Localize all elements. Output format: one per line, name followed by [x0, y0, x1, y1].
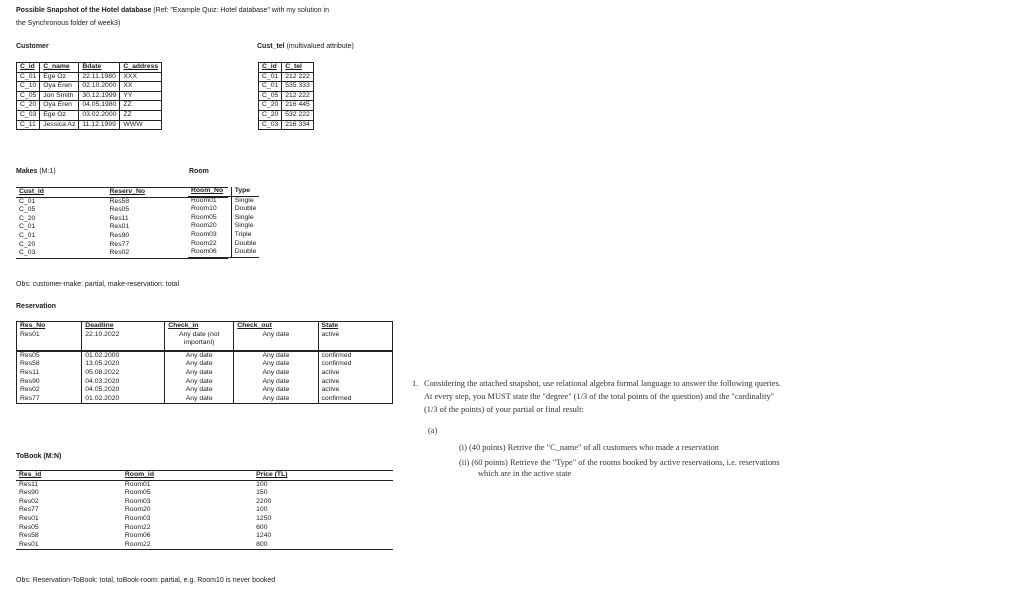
- question-line-1: Considering the attached snapshot, use relational algebra formal language to answer the following queries.: [424, 379, 781, 388]
- table-cell: Res01: [19, 540, 39, 548]
- table-cell: Room03: [124, 514, 151, 522]
- table-cell: Room01: [191, 196, 217, 204]
- column-header: Res_No: [20, 322, 46, 329]
- table-cell: Any date: [234, 378, 318, 387]
- table-row: [259, 82, 314, 92]
- title-ref: (Ref: "Example Quiz: Hotel database" with my solution in: [151, 7, 330, 14]
- tobook-label: ToBook (M:N): [16, 453, 62, 460]
- table-row: [17, 91, 162, 101]
- table-row: [188, 240, 259, 249]
- table-cell: Res02: [19, 497, 39, 505]
- column-header: Cust_id: [16, 188, 107, 198]
- table-row: [17, 110, 162, 120]
- table-row: [16, 541, 393, 550]
- table-cell: Any date: [234, 331, 318, 351]
- header-row: [16, 471, 393, 481]
- table-row: [17, 120, 162, 130]
- table-row: [188, 248, 259, 257]
- table-cell: active: [318, 369, 392, 378]
- table-row: [16, 532, 393, 541]
- column-header: Price (TL): [253, 471, 393, 481]
- table-row: [17, 72, 162, 82]
- table-cell: Room10: [191, 205, 217, 213]
- table-cell: 22.10.2022: [82, 331, 165, 351]
- header-row: [17, 63, 162, 73]
- question-line-2: At every step, you MUST state the "degree" (1/3 of the total points of the question) and the "cardinality": [424, 392, 775, 401]
- column-header: Type: [231, 187, 259, 196]
- table-cell: Room03: [191, 230, 217, 238]
- table-cell: 05.08.2022: [82, 369, 165, 378]
- table-cell: 11.12.1999: [79, 120, 120, 130]
- table-cell: Res90: [20, 377, 40, 385]
- table-cell: 01.02.2000: [82, 351, 165, 361]
- table-cell: 600: [256, 523, 268, 531]
- question-line-3: (1/3 of the points) of your partial or final result:: [424, 405, 584, 414]
- table-cell: C_05: [259, 91, 282, 101]
- column-header: C_name: [40, 63, 79, 73]
- table-cell: 2200: [256, 497, 272, 505]
- table-cell: Room05: [124, 489, 151, 497]
- table-cell: Res05: [19, 523, 39, 531]
- column-header: Res_id: [16, 471, 122, 481]
- table-cell: C_20: [259, 110, 282, 120]
- table-row: [17, 101, 162, 111]
- table-row: [17, 82, 162, 92]
- column-header: C_id: [259, 63, 282, 73]
- table-cell: Any date: [234, 360, 318, 369]
- table-cell: C_11: [17, 120, 40, 130]
- cust-tel-title: Cust_tel: [257, 43, 285, 50]
- table-cell: Any date: [234, 369, 318, 378]
- table-cell: Res02: [20, 386, 40, 394]
- table-row: [259, 110, 314, 120]
- table-cell: Res58: [20, 360, 40, 368]
- table-cell: C_20: [17, 101, 40, 111]
- column-header: C_address: [120, 63, 162, 73]
- table-cell: Single: [231, 222, 259, 231]
- table-cell: Double: [231, 205, 259, 214]
- table-cell: 22.11.1980: [79, 72, 120, 82]
- table-row: [17, 351, 393, 361]
- table-cell: Double: [231, 240, 259, 249]
- table-cell: 535 333: [282, 82, 314, 92]
- table-cell: Res05: [109, 206, 130, 214]
- table-cell: Room20: [124, 506, 151, 514]
- table-cell: Room06: [124, 532, 151, 540]
- makes-title: Makes: [16, 168, 38, 175]
- table-cell: C_20: [19, 214, 36, 222]
- table-cell: 800: [256, 540, 268, 548]
- table-cell: C_20: [259, 101, 282, 111]
- table-cell: Res11: [20, 368, 40, 376]
- table-cell: 1250: [256, 514, 272, 522]
- table-cell: C_03: [19, 249, 36, 257]
- table-cell: C_01: [259, 82, 282, 92]
- table-cell: Room06: [191, 248, 217, 256]
- table-cell: active: [318, 386, 392, 395]
- table-cell: Res01: [19, 514, 39, 522]
- table-cell: Any date: [234, 395, 318, 404]
- table-cell: confirmed: [318, 395, 392, 404]
- room-label: Room: [189, 168, 209, 175]
- table-cell: active: [318, 331, 392, 351]
- table-cell: Any date: [165, 395, 234, 404]
- table-cell: Any date: [165, 351, 234, 361]
- table-cell: YY: [120, 91, 162, 101]
- table-cell: 04.05.2020: [82, 386, 165, 395]
- table-cell: C_01: [19, 223, 36, 231]
- table-row: [259, 91, 314, 101]
- table-cell: ZZ: [120, 110, 162, 120]
- table-cell: confirmed: [318, 351, 392, 361]
- table-row: [16, 506, 393, 515]
- header-row: [188, 187, 259, 196]
- question-item-1: (i) (40 points) Retrive the "C_name" of all customers who made a reservation: [459, 443, 719, 452]
- question-item-2-cont: which are in the active state: [478, 469, 572, 478]
- table-cell: 04.05.1980: [79, 101, 120, 111]
- table-cell: Room05: [191, 213, 217, 221]
- table-cell: 04.03.2020: [82, 378, 165, 387]
- table-cell: Res58: [109, 197, 130, 205]
- table-cell: C_01: [17, 72, 40, 82]
- table-cell: 100: [256, 506, 268, 514]
- table-row: [188, 222, 259, 231]
- table-row: [17, 331, 393, 351]
- table-cell: Any date: [165, 360, 234, 369]
- table-cell: Jon Smith: [40, 91, 79, 101]
- table-cell: 532 222: [282, 110, 314, 120]
- makes-obs: Obs: customer-make: partial, make-reservation: total: [16, 281, 180, 288]
- column-header: Deadline: [82, 322, 165, 331]
- table-row: [259, 101, 314, 111]
- makes-note: (M:1): [37, 168, 56, 175]
- title-main: Possible Snapshot of the Hotel database: [16, 7, 152, 14]
- table-row: [17, 395, 393, 404]
- table-cell: Triple: [231, 231, 259, 240]
- table-cell: C_20: [19, 240, 36, 248]
- table-cell: Ege Oz: [40, 110, 79, 120]
- table-row: [188, 196, 259, 205]
- table-cell: 212 222: [282, 72, 314, 82]
- table-cell: Room22: [191, 239, 217, 247]
- cust-tel-label: [257, 42, 354, 51]
- table-row: [17, 378, 393, 387]
- table-cell: Res05: [17, 351, 82, 361]
- table-cell: active: [318, 378, 392, 387]
- column-header: Check_in: [165, 322, 234, 331]
- table-cell: confirmed: [318, 360, 392, 369]
- table-cell: C_01: [19, 197, 36, 205]
- table-cell: Oya Eren: [40, 101, 79, 111]
- column-header: State: [318, 322, 392, 331]
- table-cell: Room01: [124, 480, 151, 488]
- table-cell: C_10: [17, 82, 40, 92]
- page-title: [16, 6, 329, 15]
- table-cell: Single: [231, 214, 259, 223]
- table-cell: Res77: [20, 394, 40, 402]
- table-cell: Jessica Az: [40, 120, 79, 130]
- table-cell: 1240: [256, 532, 272, 540]
- header-row: [17, 322, 393, 331]
- table-row: [188, 214, 259, 223]
- column-header: Room_No: [188, 187, 231, 196]
- table-cell: C_01: [19, 231, 36, 239]
- table-cell: Res02: [109, 249, 130, 257]
- table-cell: 01.02.2020: [82, 395, 165, 404]
- column-header: Bdate: [79, 63, 120, 73]
- table-row: [16, 489, 393, 498]
- table-cell: Res90: [109, 231, 130, 239]
- table-row: [188, 205, 259, 214]
- title-line-2: the Synchronous folder of week3): [16, 20, 121, 27]
- question-part-a: (a): [428, 426, 438, 435]
- table-cell: 100: [256, 480, 268, 488]
- table-row: [17, 369, 393, 378]
- table-row: [17, 360, 393, 369]
- table-cell: Any date: [234, 386, 318, 395]
- table-cell: Res11: [109, 214, 129, 222]
- table-cell: Any date: [165, 386, 234, 395]
- reservation-table: [16, 321, 393, 404]
- table-cell: 03.02.2000: [79, 110, 120, 120]
- table-cell: Any date (not important): [165, 331, 234, 351]
- table-cell: Ege Oz: [40, 72, 79, 82]
- table-cell: Res58: [19, 532, 39, 540]
- table-row: [16, 524, 393, 533]
- table-row: [259, 120, 314, 130]
- question-number: 1.: [412, 379, 419, 388]
- tobook-obs: Obs: Reservation-ToBook: total, toBook-room: partial, e.g. Room10 is never booked: [16, 577, 276, 584]
- column-header: Check_out: [234, 322, 318, 331]
- table-cell: Room03: [124, 497, 151, 505]
- table-row: [188, 231, 259, 240]
- column-header: Reserv_No: [107, 188, 228, 198]
- table-cell: 02.10.2000: [79, 82, 120, 92]
- header-row: [259, 63, 314, 73]
- table-cell: Room20: [191, 222, 217, 230]
- table-row: [16, 515, 393, 524]
- table-row: [259, 72, 314, 82]
- table-cell: C_01: [259, 72, 282, 82]
- table-cell: C_03: [17, 110, 40, 120]
- column-header: Room_id: [122, 471, 253, 481]
- cust-tel-table: [258, 62, 314, 130]
- table-cell: 216 445: [282, 101, 314, 111]
- table-cell: 212 222: [282, 91, 314, 101]
- customer-table: [16, 62, 162, 130]
- table-cell: 13.05.2020: [82, 360, 165, 369]
- table-cell: ZZ: [120, 101, 162, 111]
- customer-label: Customer: [16, 43, 49, 50]
- table-cell: Res01: [109, 223, 130, 231]
- question-item-2: (ii) (60 points) Retrieve the "Type" of the rooms booked by active reservations, i.e. reservations: [459, 458, 780, 467]
- table-cell: Room22: [124, 540, 151, 548]
- table-cell: Res77: [19, 506, 39, 514]
- table-cell: C_05: [17, 91, 40, 101]
- column-header: C_id: [17, 63, 40, 73]
- table-cell: 216 334: [282, 120, 314, 130]
- table-cell: Any date: [165, 369, 234, 378]
- table-cell: 150: [256, 489, 268, 497]
- table-row: [16, 480, 393, 489]
- table-cell: Any date: [165, 378, 234, 387]
- tobook-table: [16, 470, 393, 550]
- table-cell: Room22: [124, 523, 151, 531]
- table-row: [17, 386, 393, 395]
- table-cell: XX: [120, 82, 162, 92]
- column-header: C_tel: [282, 63, 314, 73]
- cust-tel-note: (multivalued attribute): [284, 43, 354, 50]
- table-cell: Res77: [109, 240, 130, 248]
- table-cell: Single: [231, 196, 259, 205]
- table-cell: C_03: [259, 120, 282, 130]
- reservation-label: Reservation: [16, 303, 57, 310]
- table-cell: Res90: [19, 489, 39, 497]
- table-cell: Oya Eren: [40, 82, 79, 92]
- table-cell: Any date: [234, 351, 318, 361]
- room-table: [188, 187, 259, 258]
- table-cell: Res11: [19, 480, 39, 488]
- table-row: [16, 498, 393, 507]
- table-cell: WWW: [120, 120, 162, 130]
- table-cell: C_05: [19, 206, 36, 214]
- table-cell: Res01: [17, 331, 82, 351]
- table-cell: Double: [231, 248, 259, 257]
- table-cell: XXX: [120, 72, 162, 82]
- makes-label: [16, 167, 56, 176]
- table-cell: 30.12.1999: [79, 91, 120, 101]
